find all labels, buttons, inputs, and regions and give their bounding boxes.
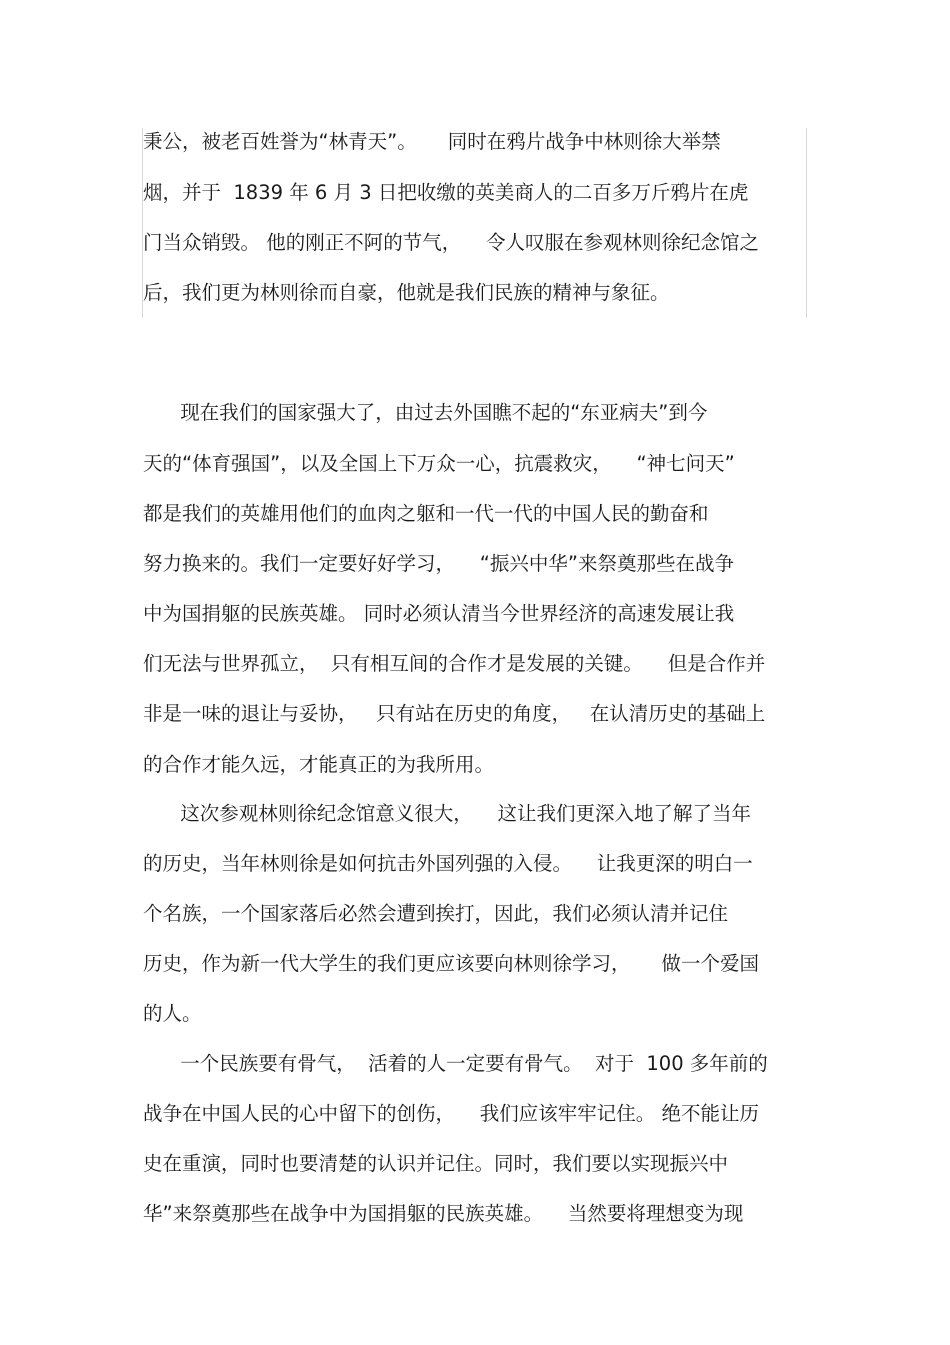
paragraph-line: 秉公，被老百姓誉为“林青天”。 同时在鸦片战争中林则徐大举禁 xyxy=(143,130,721,153)
paragraph-line: 史在重演，同时也要清楚的认识并记住。同时，我们要以实现振兴中 xyxy=(143,1152,729,1175)
paragraph-line: 门当众销毁。 他的刚正不阿的节气， 令人叹服在参观林则徐纪念馆之 xyxy=(143,231,759,254)
paragraph-line: 中为国捐躯的民族英雄。 同时必须认清当今世界经济的高速发展让我 xyxy=(143,602,735,625)
paragraph-line: 天的“体育强国”，以及全国上下万众一心，抗震救灾， “神七问天” xyxy=(143,452,735,475)
paragraph-line: 的历史，当年林则徐是如何抗击外国列强的入侵。 让我更深的明白一 xyxy=(143,852,753,875)
paragraph-line: 个名族，一个国家落后必然会遭到挨打，因此，我们必须认清并记住 xyxy=(143,902,729,925)
paragraph-line: 战争在中国人民的心中留下的创伤， 我们应该牢牢记住。 绝不能让历 xyxy=(143,1102,759,1125)
paragraph-line: 现在我们的国家强大了，由过去外国瞧不起的“东亚病夫”到今 xyxy=(143,401,708,424)
paragraph-line: 烟，并于 1839 年 6 月 3 日把收缴的英美商人的二百多万斤鸦片在虎 xyxy=(143,181,749,204)
paragraph-line: 后，我们更为林则徐而自豪，他就是我们民族的精神与象征。 xyxy=(143,281,670,304)
paragraph-line: 历史，作为新一代大学生的我们更应该要向林则徐学习， 做一个爱国 xyxy=(143,952,759,975)
paragraph-line: 都是我们的英雄用他们的血肉之躯和一代一代的中国人民的勤奋和 xyxy=(143,502,709,525)
paragraph-line: 努力换来的。我们一定要好好学习， “振兴中华”来祭奠那些在战争 xyxy=(143,552,734,575)
paragraph-line: 这次参观林则徐纪念馆意义很大， 这让我们更深入地了解了当年 xyxy=(143,802,751,825)
paragraph-line: 的人。 xyxy=(143,1002,202,1025)
paragraph-line: 一个民族要有骨气， 活着的人一定要有骨气。 对于 100 多年前的 xyxy=(143,1052,768,1075)
paragraph-line: 非是一味的退让与妥协， 只有站在历史的角度， 在认清历史的基础上 xyxy=(143,702,766,725)
paragraph-line: 的合作才能久远，才能真正的为我所用。 xyxy=(143,753,495,776)
paragraph-line: 们无法与世界孤立， 只有相互间的合作才是发展的关键。 但是合作并 xyxy=(143,652,766,675)
right-border-rule xyxy=(806,128,807,318)
paragraph-line: 华”来祭奠那些在战争中为国捐躯的民族英雄。 当然要将理想变为现 xyxy=(143,1202,744,1225)
